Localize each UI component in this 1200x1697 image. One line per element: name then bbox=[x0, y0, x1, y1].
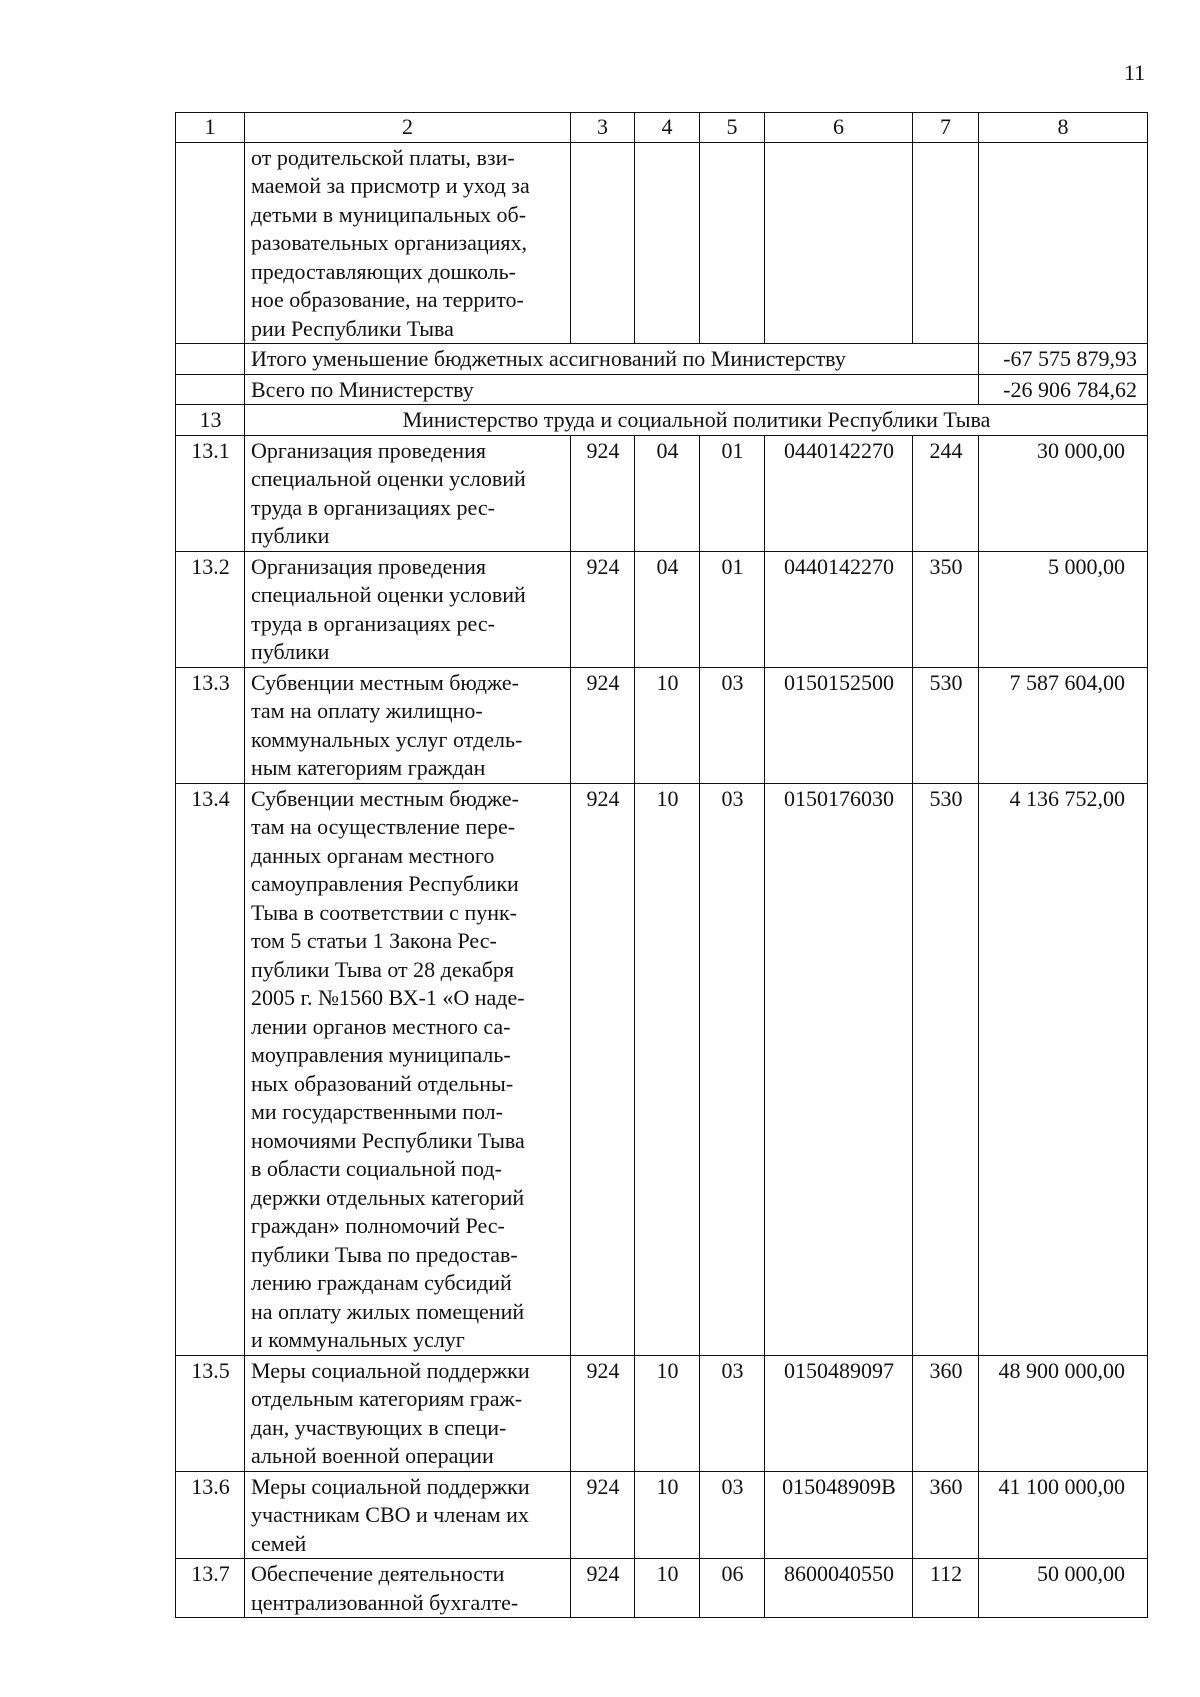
subsection-code: 06 bbox=[700, 1559, 765, 1618]
description-cell bbox=[245, 1355, 571, 1471]
description-line: Обеспечение деятельности bbox=[251, 1561, 505, 1586]
description-line: там на оплату жилищно- bbox=[251, 698, 483, 723]
ministry-code: 924 bbox=[571, 551, 635, 667]
target-article-code: 0150489097 bbox=[765, 1355, 913, 1471]
description-line: и коммунальных услуг bbox=[251, 1327, 465, 1352]
column-number: 8 bbox=[979, 113, 1148, 143]
table-row bbox=[176, 435, 1148, 551]
description-line: публики bbox=[251, 523, 330, 548]
total-decrease-amount: -67 575 879,93 bbox=[979, 344, 1148, 375]
page-number: 11 bbox=[1124, 60, 1146, 85]
ministry-code: 924 bbox=[571, 1471, 635, 1559]
description-line: труда в организациях рес- bbox=[251, 494, 495, 520]
amount-cell: 48 900 000,00 bbox=[979, 1355, 1148, 1471]
subsection-code: 01 bbox=[700, 435, 765, 551]
target-article-code: 8600040550 bbox=[765, 1559, 913, 1618]
row-number: 13.2 bbox=[176, 551, 245, 667]
table-row bbox=[176, 667, 1148, 783]
row-number: 13.1 bbox=[176, 435, 245, 551]
section-code: 10 bbox=[635, 1559, 700, 1618]
description-line: ных образований отдельны- bbox=[251, 1070, 514, 1096]
description-line: лению гражданам субсидий bbox=[251, 1270, 512, 1295]
column-number: 5 bbox=[700, 113, 765, 143]
ministry-code: 924 bbox=[571, 435, 635, 551]
row-number: 13.4 bbox=[176, 783, 245, 1355]
description-cell bbox=[245, 142, 571, 344]
section-code: 10 bbox=[635, 1355, 700, 1471]
column-number: 7 bbox=[913, 113, 979, 143]
budget-table bbox=[175, 112, 1148, 1618]
column-number: 4 bbox=[635, 113, 700, 143]
description-line: специальной оценки условий bbox=[251, 466, 526, 491]
description-cell bbox=[245, 1559, 571, 1618]
description-line: том 5 статьи 1 Закона Рес- bbox=[251, 928, 497, 953]
description-line: публики Тыва от 28 декабря bbox=[251, 956, 515, 982]
description-cell bbox=[245, 435, 571, 551]
target-article-code: 0440142270 bbox=[765, 551, 913, 667]
description-line: лении органов местного са- bbox=[251, 1013, 511, 1039]
description-cell bbox=[245, 551, 571, 667]
section-code: 04 bbox=[635, 551, 700, 667]
description-line: держки отдельных категорий bbox=[251, 1184, 525, 1210]
amount-cell: 4 136 752,00 bbox=[979, 783, 1148, 1355]
ministry-code: 924 bbox=[571, 783, 635, 1355]
description-line: граждан» полномочий Рес- bbox=[251, 1213, 505, 1238]
column-number: 2 bbox=[245, 113, 571, 143]
description-line: публики Тыва по предостав- bbox=[251, 1241, 518, 1267]
description-line: Меры социальной поддержки bbox=[251, 1473, 530, 1499]
description-line: 2005 г. №1560 ВХ-1 «О наде- bbox=[251, 985, 525, 1010]
description-line: семей bbox=[251, 1530, 307, 1556]
empty-cell bbox=[765, 142, 913, 344]
total-ministry-row bbox=[176, 374, 1148, 405]
description-line: разовательных организациях, bbox=[251, 230, 528, 255]
description-line: Тыва в соответствии с пунк- bbox=[251, 899, 518, 925]
table-row bbox=[176, 783, 1148, 1355]
subsection-code: 01 bbox=[700, 551, 765, 667]
ministry-code: 924 bbox=[571, 667, 635, 783]
row-number-cell bbox=[176, 142, 245, 344]
description-cell bbox=[245, 783, 571, 1355]
description-line: публики bbox=[251, 639, 330, 664]
table-row bbox=[176, 1559, 1148, 1618]
description-line: альной военной операции bbox=[251, 1443, 494, 1468]
section-title: Министерство труда и социальной политики Республики Тыва bbox=[245, 405, 1148, 436]
description-line: Субвенции местным бюдже- bbox=[251, 669, 519, 695]
row-number: 13.5 bbox=[176, 1355, 245, 1471]
column-number: 6 bbox=[765, 113, 913, 143]
row-number: 13.6 bbox=[176, 1471, 245, 1559]
subsection-code: 03 bbox=[700, 1471, 765, 1559]
empty-cell bbox=[700, 142, 765, 344]
description-line: Субвенции местным бюдже- bbox=[251, 785, 519, 811]
expense-type-code: 244 bbox=[913, 435, 979, 551]
target-article-code: 0150152500 bbox=[765, 667, 913, 783]
table-row bbox=[176, 1471, 1148, 1559]
description-line: ное образование, на террито- bbox=[251, 287, 524, 312]
description-cell bbox=[245, 667, 571, 783]
total-ministry-amount: -26 906 784,62 bbox=[979, 374, 1148, 405]
amount-cell: 7 587 604,00 bbox=[979, 667, 1148, 783]
row-number: 13.3 bbox=[176, 667, 245, 783]
description-line: труда в организациях рес- bbox=[251, 610, 495, 636]
expense-type-code: 112 bbox=[913, 1559, 979, 1618]
expense-type-code: 360 bbox=[913, 1355, 979, 1471]
description-cell bbox=[245, 1471, 571, 1559]
amount-cell: 5 000,00 bbox=[979, 551, 1148, 667]
amount-cell: 30 000,00 bbox=[979, 435, 1148, 551]
description-line: Организация проведения bbox=[251, 553, 486, 579]
description-line: самоуправления Республики bbox=[251, 871, 519, 896]
expense-type-code: 530 bbox=[913, 783, 979, 1355]
table-row bbox=[176, 1355, 1148, 1471]
amount-cell: 50 000,00 bbox=[979, 1559, 1148, 1618]
row-number-cell bbox=[176, 374, 245, 405]
expense-type-code: 360 bbox=[913, 1471, 979, 1559]
description-line: маемой за присмотр и уход за bbox=[251, 173, 530, 198]
row-number-cell bbox=[176, 344, 245, 375]
empty-cell bbox=[571, 142, 635, 344]
description-line: там на осуществление пере- bbox=[251, 814, 516, 839]
ministry-code: 924 bbox=[571, 1559, 635, 1618]
description-line: детьми в муниципальных об- bbox=[251, 201, 527, 227]
description-line: специальной оценки условий bbox=[251, 582, 526, 607]
subsection-code: 03 bbox=[700, 783, 765, 1355]
subsection-code: 03 bbox=[700, 1355, 765, 1471]
description-line: ми государственными пол- bbox=[251, 1099, 503, 1124]
target-article-code: 0150176030 bbox=[765, 783, 913, 1355]
description-line: номочиями Республики Тыва bbox=[251, 1127, 525, 1153]
target-article-code: 015048909В bbox=[765, 1471, 913, 1559]
section-number: 13 bbox=[176, 405, 245, 436]
row-number: 13.7 bbox=[176, 1559, 245, 1618]
total-decrease-row bbox=[176, 344, 1148, 375]
target-article-code: 0440142270 bbox=[765, 435, 913, 551]
total-decrease-label: Итого уменьшение бюджетных ассигнований по Министерству bbox=[245, 344, 979, 375]
section-code: 04 bbox=[635, 435, 700, 551]
continuation-row bbox=[176, 142, 1148, 344]
empty-cell bbox=[913, 142, 979, 344]
section-code: 10 bbox=[635, 783, 700, 1355]
description-line: на оплату жилых помещений bbox=[251, 1298, 525, 1324]
empty-cell bbox=[635, 142, 700, 344]
description-line: от родительской платы, взи- bbox=[251, 144, 515, 170]
description-line: централизованной бухгалте- bbox=[251, 1589, 519, 1615]
section-header-row bbox=[176, 405, 1148, 436]
amount-cell: 41 100 000,00 bbox=[979, 1471, 1148, 1559]
description-line: данных органам местного bbox=[251, 842, 495, 868]
description-line: в области социальной под- bbox=[251, 1156, 502, 1181]
column-number-row bbox=[176, 113, 1148, 143]
empty-cell bbox=[979, 142, 1148, 344]
section-code: 10 bbox=[635, 1471, 700, 1559]
description-line: коммунальных услуг отдель- bbox=[251, 726, 523, 752]
expense-type-code: 350 bbox=[913, 551, 979, 667]
description-line: моуправления муниципаль- bbox=[251, 1042, 511, 1067]
table-row bbox=[176, 551, 1148, 667]
description-line: отдельным категориям граж- bbox=[251, 1386, 523, 1411]
description-line: ным категориям граждан bbox=[251, 755, 486, 780]
column-number: 3 bbox=[571, 113, 635, 143]
section-code: 10 bbox=[635, 667, 700, 783]
description-line: Организация проведения bbox=[251, 437, 486, 463]
description-line: участникам СВО и членам их bbox=[251, 1502, 529, 1527]
description-line: рии Республики Тыва bbox=[251, 315, 454, 341]
subsection-code: 03 bbox=[700, 667, 765, 783]
ministry-code: 924 bbox=[571, 1355, 635, 1471]
description-line: предоставляющих дошколь- bbox=[251, 258, 516, 284]
total-ministry-label: Всего по Министерству bbox=[245, 374, 979, 405]
column-number: 1 bbox=[176, 113, 245, 143]
description-line: Меры социальной поддержки bbox=[251, 1357, 530, 1383]
expense-type-code: 530 bbox=[913, 667, 979, 783]
description-line: дан, участвующих в специ- bbox=[251, 1414, 507, 1440]
